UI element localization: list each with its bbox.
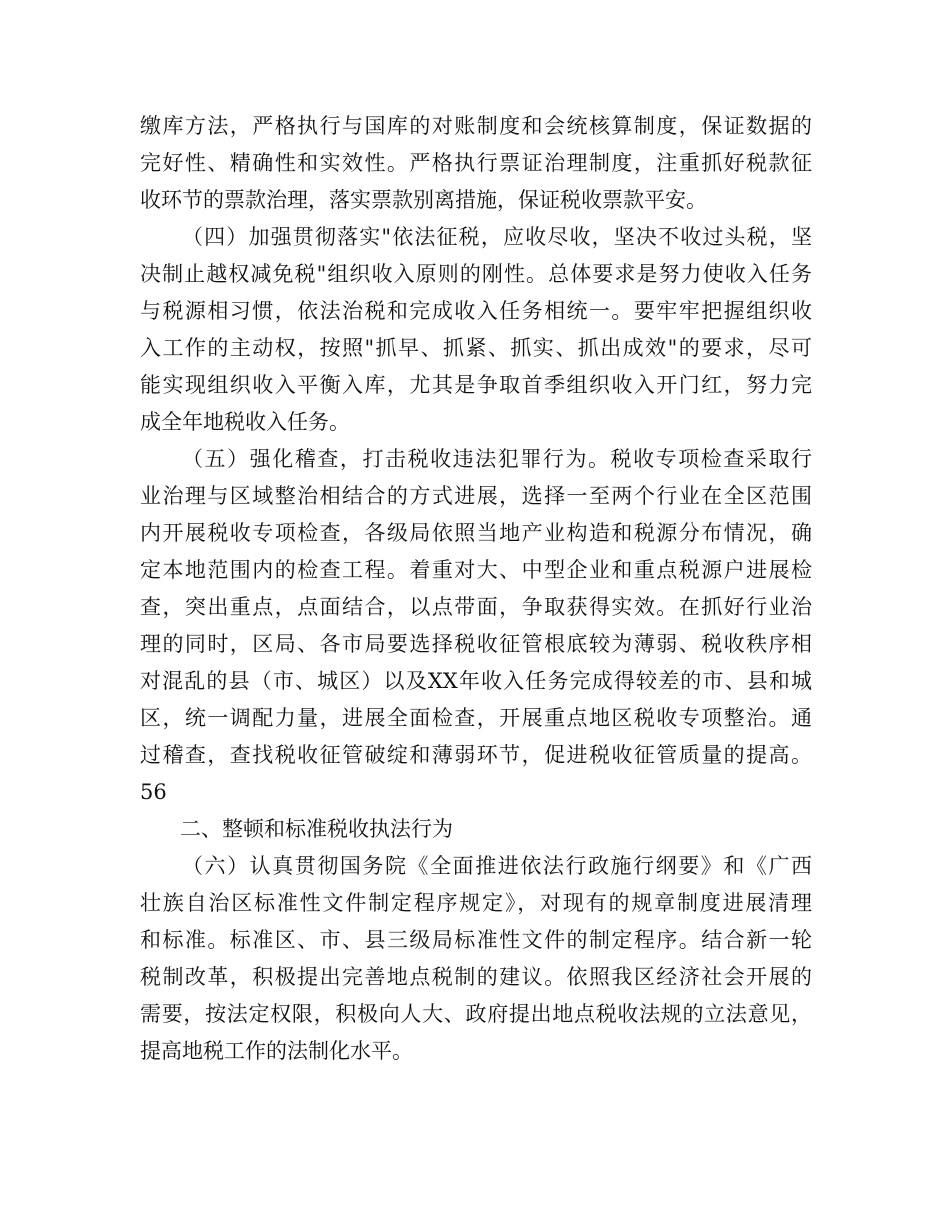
page-number: 56	[140, 780, 167, 804]
text-line: 和标准。标准区、市、县三级局标准性文件的制定程序。结合新一轮	[140, 928, 812, 952]
paragraph-start-line: （四）加强贯彻落实"依法征税，应收尽收，坚决不收过头税，坚	[182, 225, 812, 249]
text-line: 成全年地税收入任务。	[140, 410, 350, 434]
text-line: 定本地范围内的检查工程。着重对大、中型企业和重点税源户进展检	[140, 558, 812, 582]
paragraph-start-line: （六）认真贯彻国务院《全面推进依法行政施行纲要》和《广西	[182, 854, 812, 878]
text-line: 税制改革，积极提出完善地点税制的建议。依照我区经济社会开展的	[140, 965, 812, 989]
text-line: 过稽查，查找税收征管破绽和薄弱环节，促进税收征管质量的提高。	[140, 743, 812, 767]
paragraph-start-line: （五）强化稽查，打击税收违法犯罪行为。税收专项检查采取行	[182, 447, 812, 471]
text-line: 业治理与区域整治相结合的方式进展，选择一至两个行业在全区范围	[140, 484, 812, 508]
body-text	[140, 108, 812, 1070]
text-line: 决制止越权减免税"组织收入原则的刚性。总体要求是努力使收入任务	[140, 262, 812, 286]
text-line: 与税源相习惯，依法治税和完成收入任务相统一。要牢牢把握组织收	[140, 299, 812, 323]
text-line: 入工作的主动权，按照"抓早、抓紧、抓实、抓出成效"的要求，尽可	[140, 336, 812, 360]
text-line: 内开展税收专项检查，各级局依照当地产业构造和税源分布情况，确	[140, 521, 812, 545]
text-line: 查，突出重点，点面结合，以点带面，争取获得实效。在抓好行业治	[140, 595, 812, 619]
text-line: 收环节的票款治理，落实票款别离措施，保证税收票款平安。	[140, 188, 707, 212]
text-line: 完好性、精确性和实效性。严格执行票证治理制度，注重抓好税款征	[140, 151, 812, 175]
text-line: 壮族自治区标准性文件制定程序规定》，对现有的规章制度进展清理	[140, 891, 812, 915]
text-line: 提高地税工作的法制化水平。	[140, 1039, 413, 1063]
text-line: 对混乱的县（市、城区）以及XX年收入任务完成得较差的市、县和城	[140, 669, 812, 693]
section-heading: 二、整顿和标准税收执法行为	[180, 817, 453, 841]
text-line: 需要，按法定权限，积极向人大、政府提出地点税收法规的立法意见，	[140, 1002, 812, 1026]
text-line: 理的同时，区局、各市局要选择税收征管根底较为薄弱、税收秩序相	[140, 632, 812, 656]
text-line: 缴库方法，严格执行与国库的对账制度和会统核算制度，保证数据的	[140, 114, 812, 138]
text-line: 区，统一调配力量，进展全面检查，开展重点地区税收专项整治。通	[140, 706, 812, 730]
text-line: 能实现组织收入平衡入库，尤其是争取首季组织收入开门红，努力完	[140, 373, 812, 397]
